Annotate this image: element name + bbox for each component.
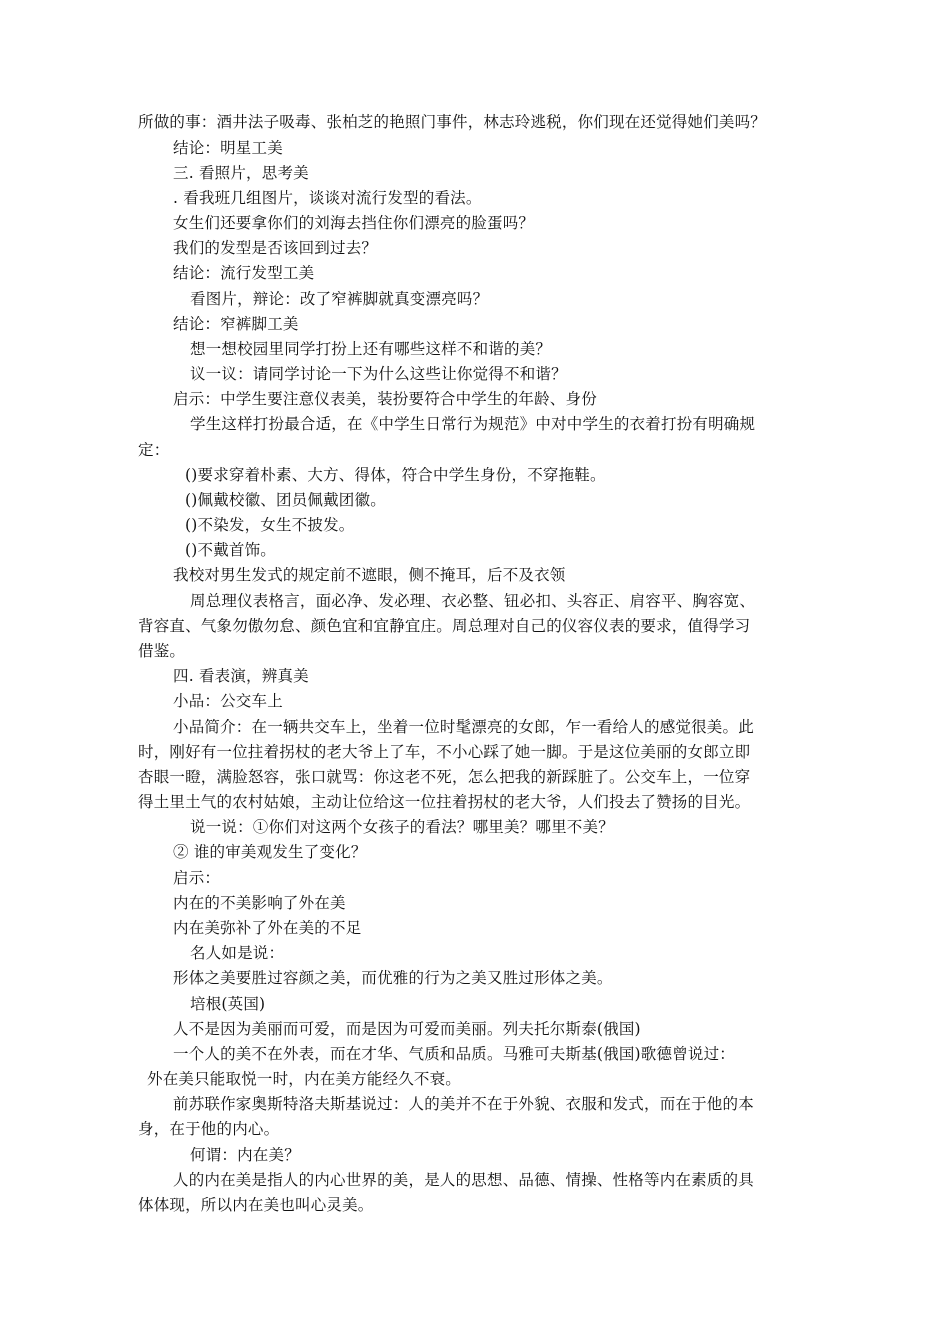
text-line: 周总理仪表格言，面必净、发必理、衣必整、钮必扣、头容正、肩容平、胸容宽、 — [190, 592, 756, 610]
list-item: ()不染发，女生不披发。 — [185, 516, 355, 534]
text-line: 结论：流行发型工美 — [173, 264, 315, 282]
text-line: 内在美弥补了外在美的不足 — [173, 919, 362, 937]
text-line: 学生这样打扮最合适，在《中学生日常行为规范》中对中学生的衣着打扮有明确规 — [190, 415, 756, 433]
text-line: 时，刚好有一位拄着拐杖的老大爷上了车，不小心踩了她一脚。于是这位美丽的女郎立即 — [138, 743, 751, 761]
section-heading: 四. 看表演，辨真美 — [173, 667, 309, 685]
list-item: ()佩戴校徽、团员佩戴团徽。 — [185, 491, 386, 509]
section-heading: 三. 看照片，思考美 — [173, 164, 309, 182]
text-line: 议一议：请同学讨论一下为什么这些让你觉得不和谐？ — [190, 365, 567, 383]
text-line: 想一想校园里同学打扮上还有哪些这样不和谐的美？ — [190, 340, 552, 358]
text-line: 小品简介：在一辆共交车上，坐着一位时髦漂亮的女郎，乍一看给人的感觉很美。此 — [173, 718, 754, 736]
list-item: ()不戴首饰。 — [185, 541, 276, 559]
list-item: ()要求穿着朴素、大方、得体，符合中学生身份，不穿拖鞋。 — [185, 466, 606, 484]
text-line: 身，在于他的内心。 — [138, 1120, 280, 1138]
text-line: 背容直、气象勿傲勿怠、颜色宜和宜静宜庄。周总理对自己的仪容仪表的要求，值得学习 — [138, 617, 751, 635]
text-line: 看图片，辩论：改了窄裤脚就真变漂亮吗？ — [190, 290, 489, 308]
quote-line: 一个人的美不在外表，而在才华、气质和品质。马雅可夫斯基(俄国)歌德曾说过： — [173, 1045, 735, 1063]
text-line: 人的内在美是指人的内心世界的美，是人的思想、品德、情操、性格等内在素质的具 — [173, 1171, 754, 1189]
text-line: 女生们还要拿你们的刘海去挡住你们漂亮的脸蛋吗？ — [173, 214, 535, 232]
text-line: 前苏联作家奥斯特洛夫斯基说过：人的美并不在于外貌、衣服和发式，而在于他的本 — [173, 1095, 754, 1113]
text-line: 我们的发型是否该回到过去？ — [173, 239, 378, 257]
text-line: 内在的不美影响了外在美 — [173, 894, 346, 912]
text-line: 小品：公交车上 — [173, 692, 283, 710]
text-line: . 看我班几组图片，谈谈对流行发型的看法。 — [173, 189, 482, 207]
quote-line: 外在美只能取悦一时，内在美方能经久不衰。 — [147, 1070, 462, 1088]
text-line: ② 谁的审美观发生了变化？ — [173, 843, 367, 861]
text-line: 定： — [138, 441, 170, 459]
text-line: 启示：中学生要注意仪表美，装扮要符合中学生的年龄、身份 — [173, 390, 597, 408]
text-line: 说一说：①你们对这两个女孩子的看法？哪里美？哪里不美？ — [190, 818, 614, 836]
quote-line: 形体之美要胜过容颜之美，而优雅的行为之美又胜过形体之美。 — [173, 969, 613, 987]
text-line: 何谓：内在美？ — [190, 1146, 300, 1164]
text-line: 结论：窄裤脚工美 — [173, 315, 299, 333]
text-line: 体体现，所以内在美也叫心灵美。 — [138, 1196, 374, 1214]
text-line: 名人如是说： — [190, 944, 285, 962]
text-line: 我校对男生发式的规定前不遮眼，侧不掩耳，后不及衣领 — [173, 566, 566, 584]
quote-author: 培根(英国) — [190, 995, 266, 1013]
text-line: 启示： — [173, 869, 221, 887]
text-line: 借鉴。 — [138, 642, 186, 660]
text-line: 杏眼一瞪，满脸怒容，张口就骂：你这老不死，怎么把我的新踩脏了。公交车上，一位穿 — [138, 768, 751, 786]
quote-line: 人不是因为美丽而可爱，而是因为可爱而美丽。列夫托尔斯泰(俄国) — [173, 1020, 641, 1038]
text-line: 所做的事：酒井法子吸毒、张柏芝的艳照门事件，林志玲逃税，你们现在还觉得她们美吗？ — [138, 113, 767, 131]
text-line: 结论：明星工美 — [173, 139, 283, 157]
text-line: 得土里土气的农村姑娘，主动让位给这一位拄着拐杖的老大爷，人们投去了赞扬的目光。 — [138, 793, 751, 811]
